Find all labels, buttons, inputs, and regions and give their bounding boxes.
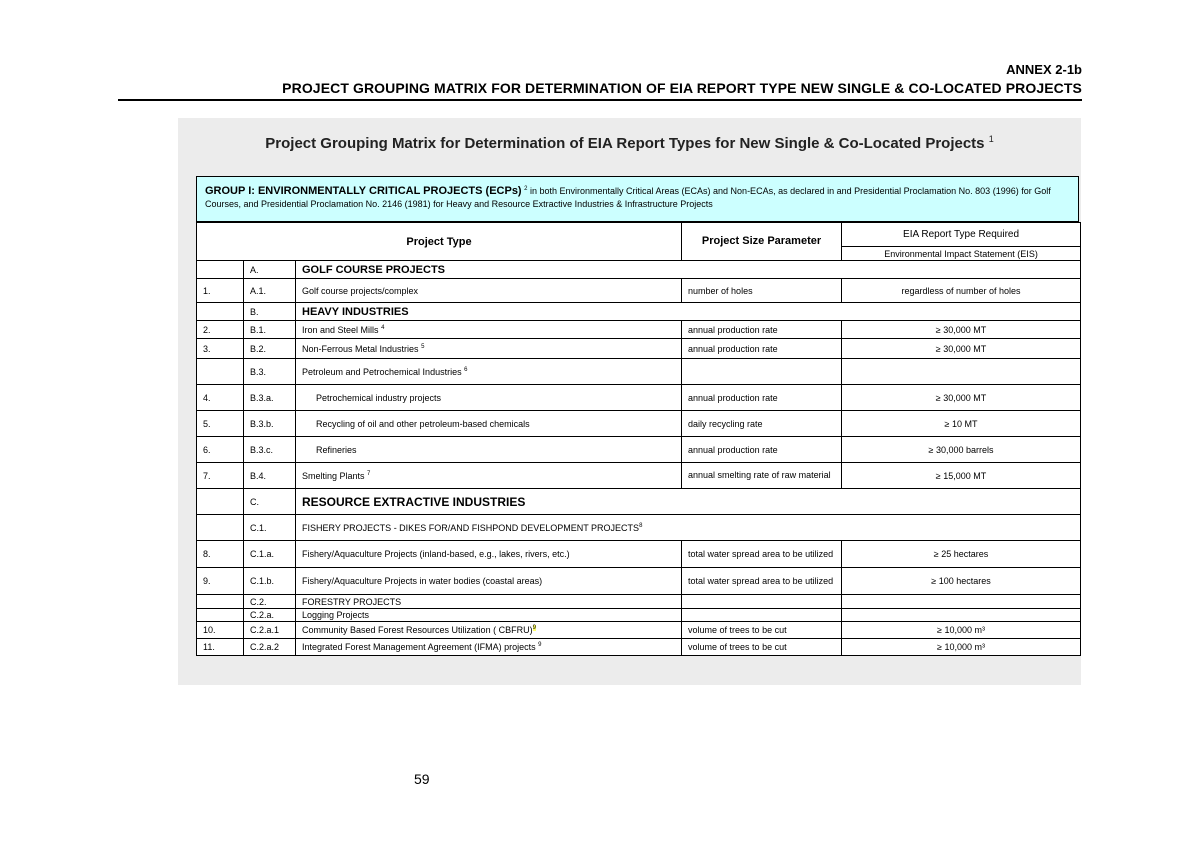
- row-type-text: Smelting Plants: [302, 470, 365, 481]
- section-code: A.: [244, 261, 296, 279]
- matrix-panel: [178, 118, 1081, 685]
- row-size-parameter: number of holes: [682, 279, 842, 303]
- row-size-parameter: total water spread area to be utilized: [682, 541, 842, 568]
- row-project-type: Fishery/Aquaculture Projects (inland-based, e.g., lakes, rivers, etc.): [296, 541, 682, 568]
- row-number: 6.: [197, 437, 244, 463]
- row-project-type: Petrochemical industry projects: [296, 385, 682, 411]
- row-eia-threshold: regardless of number of holes: [842, 279, 1081, 303]
- row-footnote: 8: [639, 522, 643, 529]
- cell-blank: [197, 595, 244, 609]
- table-header-row: [197, 223, 1081, 247]
- row-eia-threshold: ≥ 10,000 m³: [842, 622, 1081, 639]
- panel-title-text: Project Grouping Matrix for Determination of EIA Report Types for New Single & Co-Located Projects: [265, 135, 985, 152]
- row-eia-threshold: ≥ 10 MT: [842, 411, 1081, 437]
- table-row: [197, 339, 1081, 359]
- row-number: 9.: [197, 568, 244, 595]
- row-code: C.1.: [244, 515, 296, 541]
- row-code: B.3.a.: [244, 385, 296, 411]
- row-number: 11.: [197, 639, 244, 656]
- project-matrix-table: [196, 222, 1081, 656]
- row-eia-threshold: ≥ 100 hectares: [842, 568, 1081, 595]
- row-project-type: Golf course projects/complex: [296, 279, 682, 303]
- table-row: [197, 279, 1081, 303]
- row-project-type: [296, 639, 682, 656]
- row-code: B.2.: [244, 339, 296, 359]
- row-type-text: FISHERY PROJECTS - DIKES FOR/AND FISHPOND DEVELOPMENT PROJECTS: [302, 522, 640, 533]
- cell-blank: [197, 359, 244, 385]
- cell-blank: [197, 261, 244, 279]
- row-eia-threshold: ≥ 25 hectares: [842, 541, 1081, 568]
- cell-blank: [842, 359, 1081, 385]
- subsection-row: [197, 515, 1081, 541]
- row-type-text: Non-Ferrous Metal Industries: [302, 343, 419, 354]
- header-project-size: Project Size Parameter: [682, 223, 842, 261]
- cell-blank: [197, 609, 244, 622]
- row-code: C.2.a.1: [244, 622, 296, 639]
- header-eis: Environmental Impact Statement (EIS): [842, 247, 1081, 261]
- row-code: C.2.a.2: [244, 639, 296, 656]
- row-eia-threshold: ≥ 10,000 m³: [842, 639, 1081, 656]
- cell-blank: [197, 515, 244, 541]
- row-type-text: Petroleum and Petrochemical Industries: [302, 366, 462, 377]
- row-type-text: Community Based Forest Resources Utilization ( CBFRU): [302, 625, 533, 635]
- subsection-row: [197, 609, 1081, 622]
- group-label: GROUP I: ENVIRONMENTALLY CRITICAL PROJECTS (ECPs): [205, 185, 522, 197]
- page-number: 59: [414, 771, 430, 787]
- row-code: A.1.: [244, 279, 296, 303]
- row-footnote: 4: [381, 324, 385, 331]
- row-project-type: Logging Projects: [296, 609, 682, 622]
- cell-blank: [197, 303, 244, 321]
- table-row: [197, 385, 1081, 411]
- row-project-type: [296, 463, 682, 489]
- row-footnote: 9: [538, 642, 542, 648]
- title-rule: [118, 99, 1082, 101]
- row-number: 7.: [197, 463, 244, 489]
- cell-blank: [682, 359, 842, 385]
- section-code: B.: [244, 303, 296, 321]
- section-title: RESOURCE EXTRACTIVE INDUSTRIES: [296, 489, 1081, 515]
- row-code: C.2.a.: [244, 609, 296, 622]
- cell-blank: [682, 609, 842, 622]
- row-footnote: 5: [421, 343, 425, 350]
- row-code: C.1.a.: [244, 541, 296, 568]
- subsection-row: [197, 359, 1081, 385]
- row-project-type: [296, 622, 682, 639]
- row-project-type: Refineries: [296, 437, 682, 463]
- table-row: [197, 568, 1081, 595]
- group-description: in both Environmentally Critical Areas (ECAs) and Non-ECAs, as declared in and Presidential Proclamation No. 803 (1996) for Golf Courses, and Presidential Proclamation No. 2146 (1981) for Heavy and Resource Extractive Industries & Infrastructure Projects: [205, 186, 1051, 209]
- row-code: B.3.: [244, 359, 296, 385]
- row-size-parameter: annual smelting rate of raw material: [682, 463, 842, 489]
- table-row: [197, 321, 1081, 339]
- panel-title: [178, 134, 1081, 152]
- row-eia-threshold: ≥ 30,000 MT: [842, 321, 1081, 339]
- table-row: [197, 411, 1081, 437]
- table-row: [197, 437, 1081, 463]
- section-row: [197, 489, 1081, 515]
- subsection-row: [197, 595, 1081, 609]
- row-eia-threshold: ≥ 30,000 MT: [842, 339, 1081, 359]
- row-project-type: Fishery/Aquaculture Projects in water bodies (coastal areas): [296, 568, 682, 595]
- group-footnote: 2: [524, 186, 528, 192]
- row-number: 10.: [197, 622, 244, 639]
- header-project-type: Project Type: [197, 223, 682, 261]
- cell-blank: [842, 609, 1081, 622]
- row-footnote: 7: [367, 470, 371, 477]
- row-footnote: 6: [464, 366, 468, 373]
- annex-label: ANNEX 2-1b: [1006, 62, 1082, 77]
- row-size-parameter: annual production rate: [682, 437, 842, 463]
- row-footnote: 9: [532, 625, 536, 631]
- row-size-parameter: annual production rate: [682, 385, 842, 411]
- cell-blank: [197, 489, 244, 515]
- table-row: [197, 541, 1081, 568]
- row-number: 2.: [197, 321, 244, 339]
- table-row: [197, 622, 1081, 639]
- row-size-parameter: volume of trees to be cut: [682, 639, 842, 656]
- row-code: C.2.: [244, 595, 296, 609]
- row-number: 1.: [197, 279, 244, 303]
- row-size-parameter: annual production rate: [682, 339, 842, 359]
- cell-blank: [842, 595, 1081, 609]
- row-size-parameter: total water spread area to be utilized: [682, 568, 842, 595]
- cell-blank: [682, 595, 842, 609]
- row-code: B.3.b.: [244, 411, 296, 437]
- row-type-text: Integrated Forest Management Agreement (IFMA) projects: [302, 642, 536, 652]
- row-eia-threshold: ≥ 30,000 MT: [842, 385, 1081, 411]
- header-eia-required: EIA Report Type Required: [842, 223, 1081, 247]
- row-eia-threshold: ≥ 30,000 barrels: [842, 437, 1081, 463]
- panel-title-footnote: 1: [988, 134, 994, 144]
- row-code: C.1.b.: [244, 568, 296, 595]
- row-size-parameter: daily recycling rate: [682, 411, 842, 437]
- row-size-parameter: volume of trees to be cut: [682, 622, 842, 639]
- section-title: HEAVY INDUSTRIES: [296, 303, 1081, 321]
- row-type-text: Iron and Steel Mills: [302, 324, 379, 335]
- row-size-parameter: annual production rate: [682, 321, 842, 339]
- section-row: [197, 303, 1081, 321]
- group-header: [196, 176, 1079, 222]
- row-code: B.1.: [244, 321, 296, 339]
- row-code: B.4.: [244, 463, 296, 489]
- row-number: 4.: [197, 385, 244, 411]
- page-title: PROJECT GROUPING MATRIX FOR DETERMINATION OF EIA REPORT TYPE NEW SINGLE & CO-LOCATED PROJECTS: [282, 80, 1082, 96]
- section-title: GOLF COURSE PROJECTS: [296, 261, 1081, 279]
- row-project-type: [296, 339, 682, 359]
- row-code: B.3.c.: [244, 437, 296, 463]
- section-row: [197, 261, 1081, 279]
- row-project-type: [296, 359, 682, 385]
- table-row: [197, 463, 1081, 489]
- row-project-type: [296, 321, 682, 339]
- row-project-type: FORESTRY PROJECTS: [296, 595, 682, 609]
- row-number: 8.: [197, 541, 244, 568]
- section-code: C.: [244, 489, 296, 515]
- row-eia-threshold: ≥ 15,000 MT: [842, 463, 1081, 489]
- table-row: [197, 639, 1081, 656]
- row-project-type: Recycling of oil and other petroleum-based chemicals: [296, 411, 682, 437]
- row-project-type: [296, 515, 1081, 541]
- row-number: 5.: [197, 411, 244, 437]
- row-number: 3.: [197, 339, 244, 359]
